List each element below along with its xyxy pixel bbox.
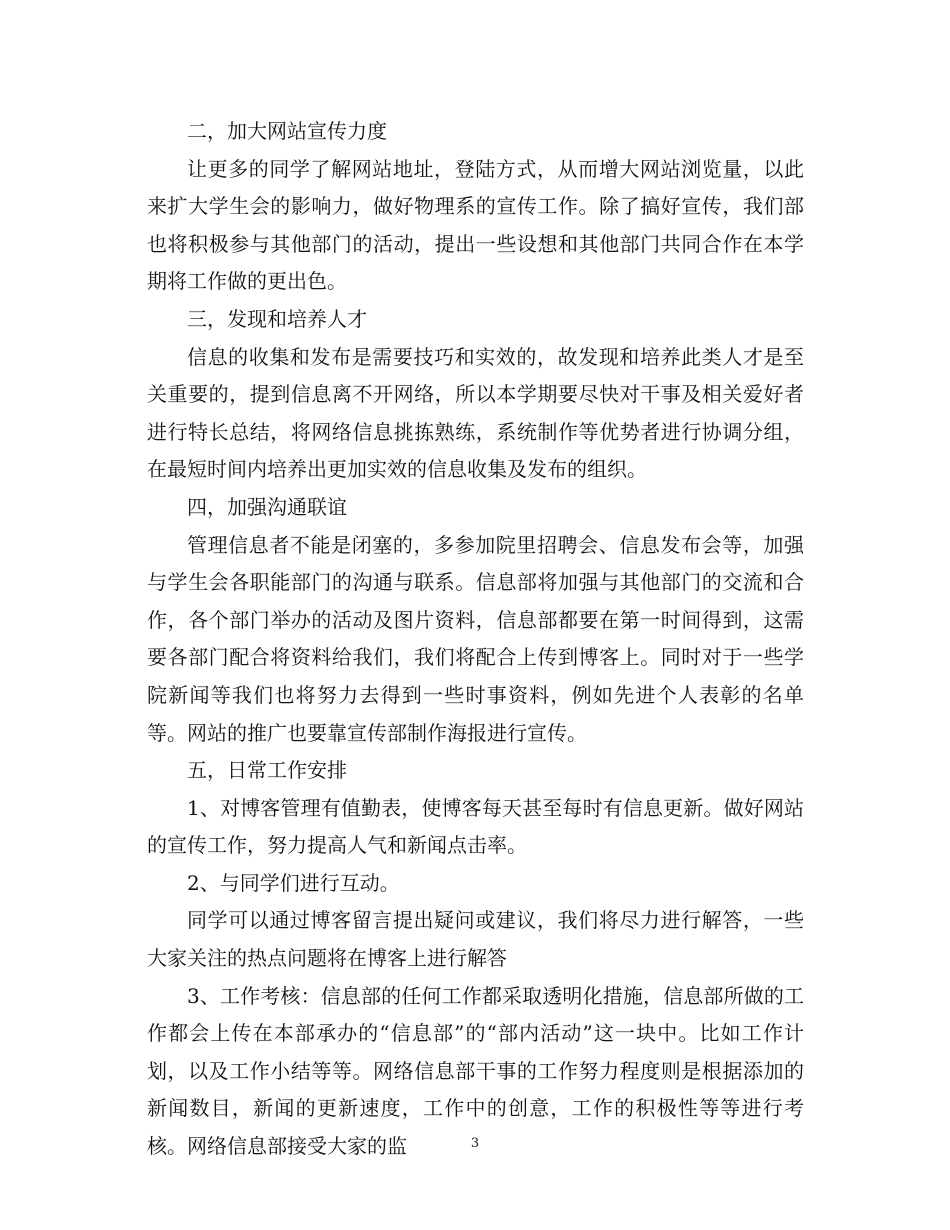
list-item-1: 1、对博客管理有值勤表，使博客每天甚至每时有信息更新。做好网站的宣传工作，努力提高人气和新闻点击率。 bbox=[147, 795, 804, 858]
body-paragraph: 信息的收集和发布是需要技巧和实效的，故发现和培养此类人才是至关重要的，提到信息离不开网络，所以本学期要尽快对干事及相关爱好者进行特长总结，将网络信息挑拣熟练，系统制作等优势者进行协调分组，在最短时间内培养出更加实效的信息收集及发布的组织。 bbox=[147, 344, 804, 482]
body-paragraph: 让更多的同学了解网站地址，登陆方式，从而增大网站浏览量，以此来扩大学生会的影响力，做好物理系的宣传工作。除了搞好宣传，我们部也将积极参与其他部门的活动，提出一些设想和其他部门共同合作在本学期将工作做的更出色。 bbox=[147, 156, 804, 294]
list-item-2: 2、与同学们进行互动。 bbox=[187, 870, 400, 895]
body-paragraph: 同学可以通过博客留言提出疑问或建议，我们将尽力进行解答，一些大家关注的热点问题将在博客上进行解答 bbox=[147, 908, 804, 971]
list-item-3: 3、工作考核：信息部的任何工作都采取透明化措施，信息部所做的工作都会上传在本部承办的“信息部”的“部内活动”这一块中。比如工作计划，以及工作小结等等。网络信息部干事的工作努力程度则是根据添加的新闻数目，新闻的更新速度，工作中的创意，工作的积极性等等进行考核。网络信息部接受大家的监 bbox=[147, 983, 804, 1159]
body-paragraph: 管理信息者不能是闭塞的，多参加院里招聘会、信息发布会等，加强与学生会各职能部门的沟通与联系。信息部将加强与其他部门的交流和合作，各个部门举办的活动及图片资料，信息部都要在第一时间得到，这需要各部门配合将资料给我们，我们将配合上传到博客上。同时对于一些学院新闻等我们也将努力去得到一些时事资料，例如先进个人表彰的名单等。网站的推广也要靠宣传部制作海报进行宣传。 bbox=[147, 532, 804, 745]
section-heading-4: 四，加强沟通联谊 bbox=[187, 494, 347, 519]
section-heading-3: 三，发现和培养人才 bbox=[187, 306, 367, 331]
document-body bbox=[147, 113, 804, 1166]
page-number: 3 bbox=[470, 1136, 480, 1151]
section-heading-2: 二，加大网站宣传力度 bbox=[187, 119, 387, 143]
section-heading-5: 五，日常工作安排 bbox=[187, 758, 347, 783]
